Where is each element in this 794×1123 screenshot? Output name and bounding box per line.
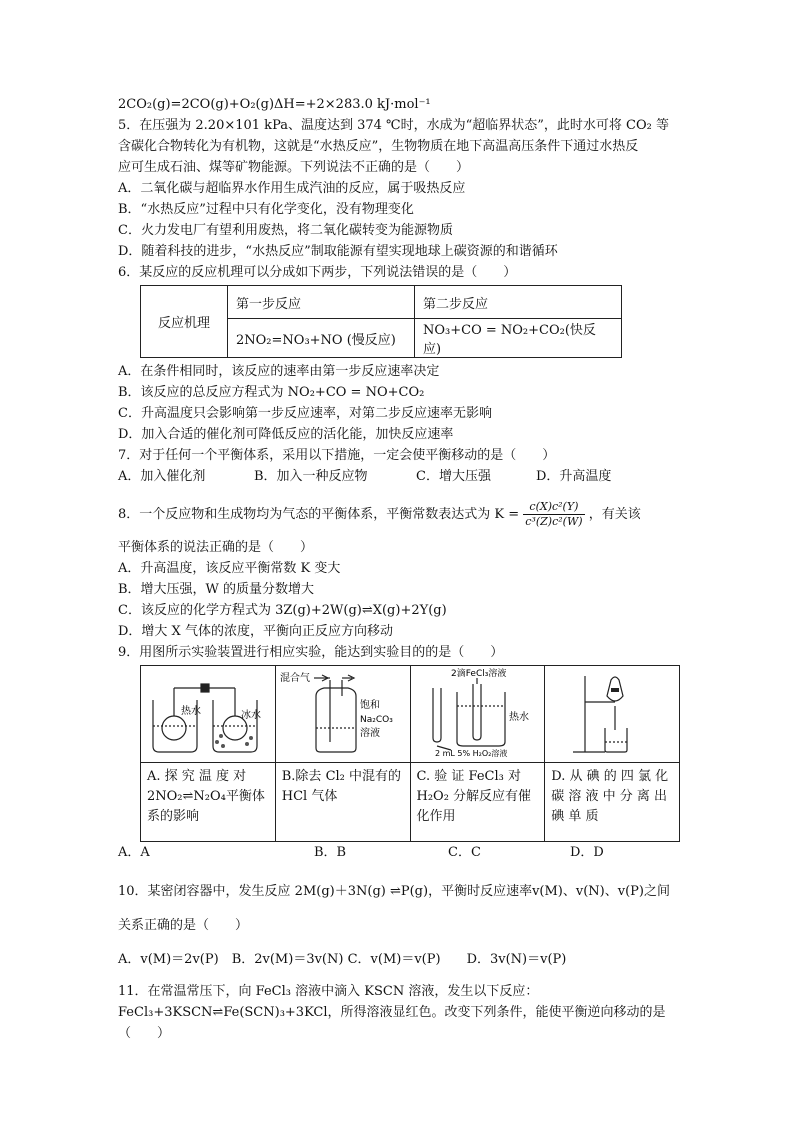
mechanism-table: [140, 285, 622, 358]
q8-option-a: A．升高温度，该反应平衡常数 K 变大: [118, 561, 341, 576]
caption-c: C. 验 证 FeCl₃ 对 H₂O₂ 分解反应有催化作用: [410, 763, 545, 842]
ice-water-label: 冰水: [241, 710, 261, 721]
q5-option-d: D．随着科技的进步，“水热反应”制取能源有望实现地球上碳资源的和谐循环: [118, 244, 558, 259]
saturated-label: 饱和: [359, 700, 380, 711]
figure-b: [275, 666, 410, 763]
q8-option-d: D．增大 X 气体的浓度，平衡向正反应方向移动: [118, 624, 393, 639]
caption-d: D. 从 碘 的 四 氯 化 碳 溶 液 中 分 离 出 碘 单 质: [545, 763, 680, 842]
q8-stem: 平衡体系的说法正确的是（ ）: [118, 540, 314, 555]
experiment-table: [140, 665, 680, 842]
step2-equation: NO₃+CO = NO₂+CO₂(快反应): [415, 319, 622, 358]
q7-stem: 7．对于任何一个平衡体系，采用以下措施，一定会使平衡移动的是（ ）: [118, 448, 556, 463]
question-8: [118, 493, 680, 642]
q10-stem: 关系正确的是（ ）: [118, 918, 249, 933]
q7-option-b: B．加入一种反应物: [254, 469, 368, 484]
q8-stem-tail: ，有关该: [588, 507, 641, 522]
q5-stem: 含碳化合物转化为有机物，这就是“水热反应”，生物物质在地下高温高压条件下通过水热反: [118, 139, 639, 154]
q6-option-a: A．在条件相同时，该反应的速率由第一步反应速率决定: [118, 364, 440, 379]
step1-title: 第一步反应: [228, 286, 415, 319]
caption-b: B.除去 Cl₂ 中混有的 HCl 气体: [275, 763, 410, 842]
q8-option-c: C．该反应的化学方程式为 3Z(g)+2W(g)⇌X(g)+2Y(g): [118, 603, 447, 618]
figure-d: [545, 666, 680, 763]
q8-stem: [118, 493, 680, 537]
q6-stem: 6．某反应的反应机理可以分成如下两步，下列说法错误的是（ ）: [118, 265, 517, 280]
figure-a-apparatus: [141, 666, 269, 758]
figure-a: [141, 666, 276, 763]
caption-a: A. 探 究 温 度 对 2NO₂⇌N₂O₄平衡体系的影响: [141, 763, 276, 842]
na2co3-label: Na₂CO₃: [359, 715, 393, 725]
q7-options: [118, 466, 680, 487]
q7-option-a: A．加入催化剂: [118, 469, 206, 484]
q6-option-d: D．加入合适的催化剂可降低反应的活化能，加快反应速率: [118, 427, 454, 442]
h2o2-label: 2 mL 5% H₂O₂溶液: [434, 749, 507, 758]
fraction-denominator: c³(Z)c²(W): [525, 515, 583, 528]
question-6: [118, 262, 680, 445]
q10-stem: 10．某密闭容器中，发生反应 2M(g)＋3N(g) ⇌P(g)，平衡时反应速率v(M)、v(N)、v(P)之间: [118, 884, 670, 899]
hot-water-label-c: 热水: [508, 712, 529, 723]
step2-title: 第二步反应: [415, 286, 622, 319]
figure-b-apparatus: [276, 666, 404, 758]
equation-line: 2CO₂(g)=2CO(g)+O₂(g)ΔH=+2×283.0 kJ·mol⁻¹: [118, 97, 431, 112]
hot-water-label: 热水: [181, 706, 201, 717]
mixed-gas-label: 混合气: [279, 673, 310, 684]
q8-stem-text: 8．一个反应物和生成物均为气态的平衡体系，平衡常数表达式为 K =: [118, 507, 520, 522]
figure-c-apparatus: [411, 666, 539, 758]
q11-stem: FeCl₃+3KSCN⇌Fe(SCN)₃+3KCl，所得溶液显红色。改变下列条件，能使平衡逆向移动的是: [118, 1005, 666, 1020]
q6-option-c: C．升高温度只会影响第一步反应速率，对第二步反应速率无影响: [118, 406, 492, 421]
q8-option-b: B．增大压强，W 的质量分数增大: [118, 582, 315, 597]
solution-label: 溶液: [359, 728, 380, 739]
question-11: [118, 981, 680, 1044]
q11-stem: （ ）: [118, 1026, 171, 1041]
q9-options: [118, 842, 680, 863]
q5-option-b: B．“水热反应”过程中只有化学变化，没有物理变化: [118, 202, 414, 217]
q5-option-c: C．火力发电厂有望利用废热，将二氧化碳转变为能源物质: [118, 223, 453, 238]
q7-option-d: D．升高温度: [536, 469, 612, 484]
question-7: [118, 445, 680, 487]
question-5: [118, 115, 680, 262]
document-page: [118, 94, 680, 1044]
q9-option-b: B．B: [314, 845, 347, 860]
q5-option-a: A．二氧化碳与超临界水作用生成汽油的反应，属于吸热反应: [118, 181, 466, 196]
q9-option-d: D．D: [570, 845, 604, 860]
fraction-numerator: c(X)c²(Y): [523, 500, 584, 515]
question-9: [118, 642, 680, 863]
equilibrium-constant-fraction: [523, 500, 584, 529]
q9-option-c: C．C: [448, 845, 481, 860]
q7-option-c: C．增大压强: [416, 469, 491, 484]
q5-stem: 应可生成石油、煤等矿物能源。下列说法不正确的是（ ）: [118, 160, 470, 175]
mechanism-row-header: 反应机理: [141, 286, 228, 358]
q9-option-a: A．A: [118, 845, 150, 860]
step1-equation: 2NO₂=NO₃+NO (慢反应): [228, 319, 415, 358]
fecl3-drops-label: 2滴FeCl₃溶液: [450, 669, 506, 679]
question-10: [118, 875, 680, 977]
q6-option-b: B．该反应的总反应方程式为 NO₂+CO = NO+CO₂: [118, 385, 425, 400]
q5-stem: 5．在压强为 2.20×101 kPa、温度达到 374 ℃时，水成为“超临界状态”，此时水可将 CO₂ 等: [118, 118, 669, 133]
q9-stem: 9．用图所示实验装置进行相应实验，能达到实验目的的是（ ）: [118, 645, 504, 660]
q10-options: A．v(M)＝2v(P) B．2v(M)＝3v(N) C．v(M)＝v(P) D．3v(N)＝v(P): [118, 952, 567, 967]
figure-c: [410, 666, 545, 763]
q11-stem: 11．在常温常压下，向 FeCl₃ 溶液中滴入 KSCN 溶液，发生以下反应：: [118, 984, 539, 999]
figure-d-apparatus: [545, 666, 673, 758]
